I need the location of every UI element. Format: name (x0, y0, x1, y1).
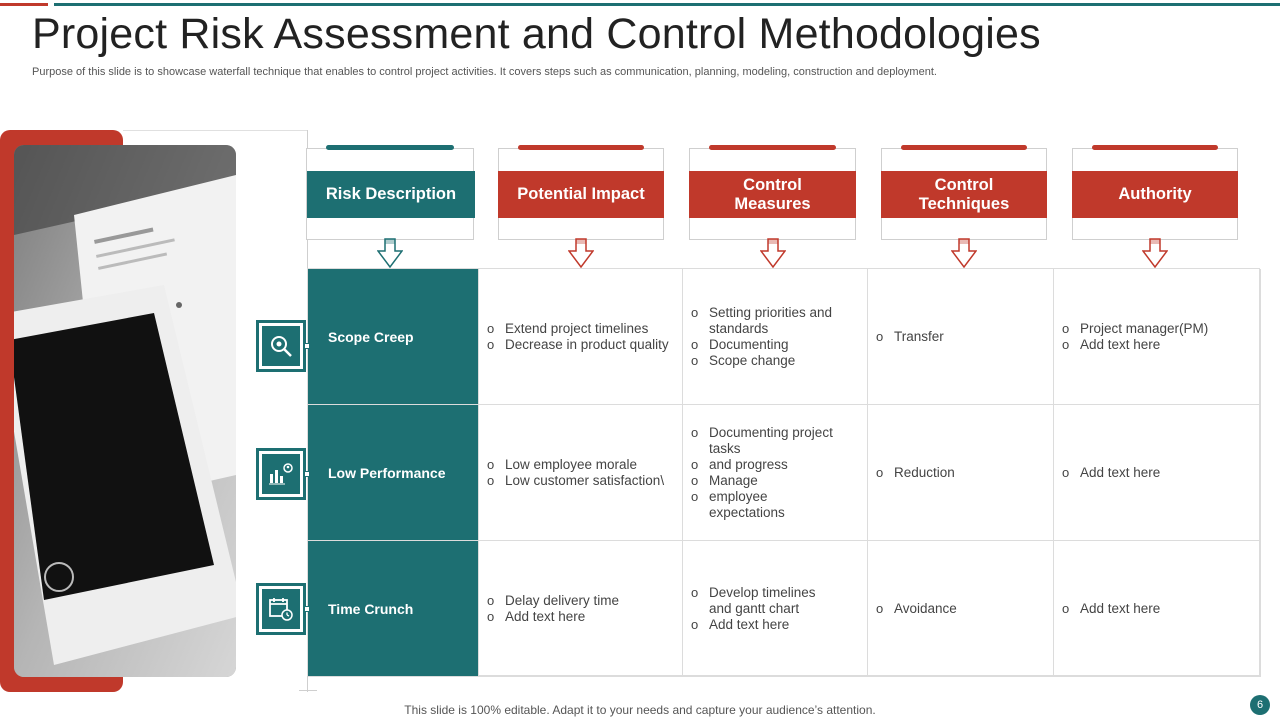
risk-table (307, 268, 1260, 676)
table-cell-measures (683, 269, 868, 405)
list-item: o Delay delivery time (487, 593, 619, 609)
header-tab (901, 145, 1027, 150)
down-arrow-icon (1142, 238, 1168, 268)
list-item: o Low customer satisfaction\ (487, 473, 664, 489)
list-item: o Documenting (691, 337, 841, 353)
list-item: o Low employee morale (487, 457, 664, 473)
row-icon-frame (256, 583, 306, 635)
list-item: o Documenting project tasks (691, 425, 841, 457)
header-label: Control Measures (689, 171, 856, 218)
table-cell-techniques (868, 541, 1054, 677)
table-cell-techniques (868, 269, 1054, 405)
list-item: o Add text here (1062, 465, 1160, 481)
top-accent-bar-red (0, 3, 48, 6)
bullet-list (683, 585, 841, 633)
header-tab (1092, 145, 1218, 150)
down-arrow-icon (760, 238, 786, 268)
slide-title: Project Risk Assessment and Control Methodologies (32, 10, 1041, 58)
list-item: o Project manager(PM) (1062, 321, 1208, 337)
list-item: o Add text here (1062, 601, 1160, 617)
row-icon-frame (256, 320, 306, 372)
bullet-list (479, 321, 669, 353)
header-label: Risk Description (307, 171, 475, 218)
list-item: o Manage (691, 473, 841, 489)
table-cell-impact (479, 405, 683, 541)
header-tab (326, 145, 454, 150)
list-item: o Develop timelines and gantt chart (691, 585, 841, 617)
smartphone-photo (14, 145, 236, 677)
bullet-list (1054, 321, 1208, 353)
list-item: o Setting priorities and standards (691, 305, 841, 337)
header-label: Control Techniques (881, 171, 1047, 218)
list-item: o employee expectations (691, 489, 841, 521)
table-cell-measures (683, 405, 868, 541)
bullet-list (683, 305, 841, 369)
magnifier-gear-icon (262, 326, 300, 366)
footer-note: This slide is 100% editable. Adapt it to your needs and capture your audience’s attention. (404, 703, 876, 717)
table-cell-authority (1054, 541, 1261, 677)
list-item: o and progress (691, 457, 841, 473)
list-item: o Transfer (876, 329, 944, 345)
table-cell-impact (479, 541, 683, 677)
connector-dot (304, 343, 310, 349)
panel-top-border (123, 130, 308, 131)
list-item: o Add text here (1062, 337, 1208, 353)
header-tab (518, 145, 644, 150)
table-cell-authority (1054, 405, 1261, 541)
page-number-badge: 6 (1250, 695, 1270, 715)
list-item: o Extend project timelines (487, 321, 669, 337)
table-cell-authority (1054, 269, 1261, 405)
table-cell-techniques (868, 405, 1054, 541)
header-label: Potential Impact (498, 171, 664, 218)
list-item: o Decrease in product quality (487, 337, 669, 353)
list-item: o Add text here (691, 617, 841, 633)
risk-label: Scope Creep (308, 269, 479, 405)
row-icon-frame (256, 448, 306, 500)
bullet-list (1054, 465, 1160, 481)
panel-bottom-tick (299, 690, 317, 691)
top-accent-bar-teal (54, 3, 1280, 6)
down-arrow-icon (377, 238, 403, 268)
connector-dot (304, 606, 310, 612)
header-label: Authority (1072, 171, 1238, 218)
performance-chart-user-icon (262, 454, 300, 494)
list-item: o Add text here (487, 609, 619, 625)
down-arrow-icon (951, 238, 977, 268)
bullet-list (868, 329, 944, 345)
header-tab (709, 145, 836, 150)
down-arrow-icon (568, 238, 594, 268)
bullet-list (479, 593, 619, 625)
slide-subtitle: Purpose of this slide is to showcase waterfall technique that enables to control project activities. It covers steps such as communication, planning, modeling, construction and deployment. (32, 66, 937, 78)
calendar-clock-icon (262, 589, 300, 629)
connector-dot (304, 471, 310, 477)
bullet-list (683, 425, 841, 521)
list-item: o Reduction (876, 465, 955, 481)
risk-label: Time Crunch (308, 541, 479, 677)
bullet-list (1054, 601, 1160, 617)
bullet-list (868, 465, 955, 481)
list-item: o Avoidance (876, 601, 957, 617)
list-item: o Scope change (691, 353, 841, 369)
bullet-list (479, 457, 664, 489)
table-cell-measures (683, 541, 868, 677)
bullet-list (868, 601, 957, 617)
risk-label: Low Performance (308, 405, 479, 541)
table-cell-impact (479, 269, 683, 405)
